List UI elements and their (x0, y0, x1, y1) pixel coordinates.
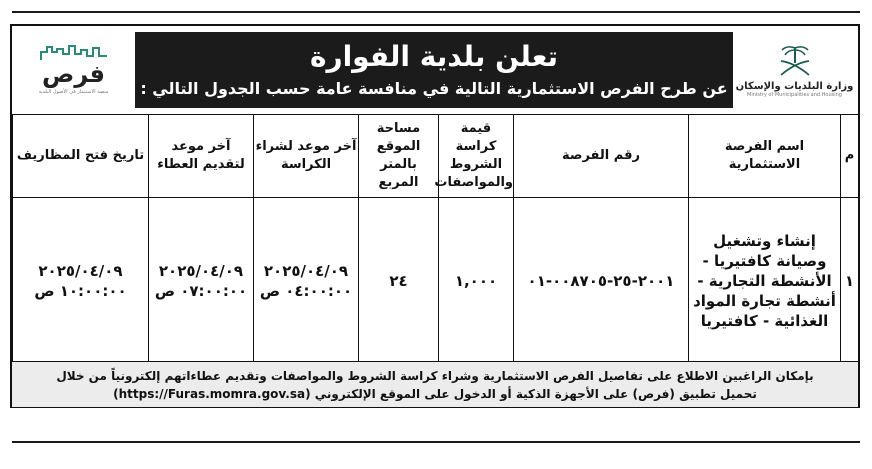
advertisement-box (10, 24, 860, 408)
header (12, 26, 858, 114)
header-booklet-value: قيمة كراسة الشروط والمواصفات (439, 115, 514, 198)
opportunities-table (12, 114, 859, 364)
furas-subtitle: منصة الاستثمار في الأصول البلدية (38, 88, 109, 95)
page-title: تعلن بلدية الفوارة (309, 40, 559, 73)
footer-line-2: تحميل تطبيق (فرص) على الأجهزة الذكية أو الدخول على الموقع الإلكتروني (https://Furas.momra.gov.sa) (113, 386, 757, 401)
footer-note (12, 361, 858, 407)
ministry-logo (737, 34, 852, 104)
cell-last-purchase: ٢٠٢٥/٠٤/٠٩ ٠٤:٠٠:٠٠ ص (254, 198, 359, 364)
furas-skyline-icon (39, 44, 109, 62)
header-last-bid: آخر موعد لتقديم العطاء (149, 115, 254, 198)
ministry-name: وزارة البلديات والإسكان (735, 80, 854, 92)
header-area: مساحة الموقع بالمتر المربع (359, 115, 439, 198)
cell-opportunity-no: ٢٠٠١-٢٥-٠٠٨٧٠٥-٠١ (514, 198, 689, 364)
top-rule (12, 11, 860, 13)
cell-name: إنشاء وتشغيل وصيانة كافتيريا - الأنشطة التجارية - أنشطة تجارة المواد الغذائية - كافتيريا (689, 198, 841, 364)
cell-booklet-value: ١,٠٠٠ (439, 198, 514, 364)
bottom-rule (12, 441, 860, 443)
cell-area: ٢٤ (359, 198, 439, 364)
cell-opening-date: ٢٠٢٥/٠٤/٠٩ ١٠:٠٠:٠٠ ص (13, 198, 149, 364)
palm-swords-emblem-icon (775, 41, 815, 79)
header-opening-date: تاريخ فتح المظاريف (13, 115, 149, 198)
cell-num: ١ (841, 198, 859, 364)
title-band (135, 32, 733, 108)
header-opportunity-no: رقم الفرصة (514, 115, 689, 198)
ministry-name-en: Ministry of Municipalities and Housing (747, 91, 842, 98)
page-subtitle: عن طرح الفرص الاستثمارية التالية في منافسة عامة حسب الجدول التالي : (140, 79, 728, 98)
header-name: اسم الفرصة الاستثمارية (689, 115, 841, 198)
furas-name: فرص (42, 59, 105, 88)
furas-logo (16, 34, 131, 104)
header-last-purchase: آخر موعد لشراء الكراسة (254, 115, 359, 198)
cell-last-bid: ٢٠٢٥/٠٤/٠٩ ٠٧:٠٠:٠٠ ص (149, 198, 254, 364)
footer-line-1: بإمكان الراغبين الاطلاع على تفاصيل الفرص الاستثمارية وشراء كراسة الشروط والمواصفات وتقديم عطاءاتهم إلكترونياً من خلال (56, 368, 814, 383)
table-row (13, 198, 859, 364)
table-header-row (13, 115, 859, 198)
header-num: م (841, 115, 859, 198)
